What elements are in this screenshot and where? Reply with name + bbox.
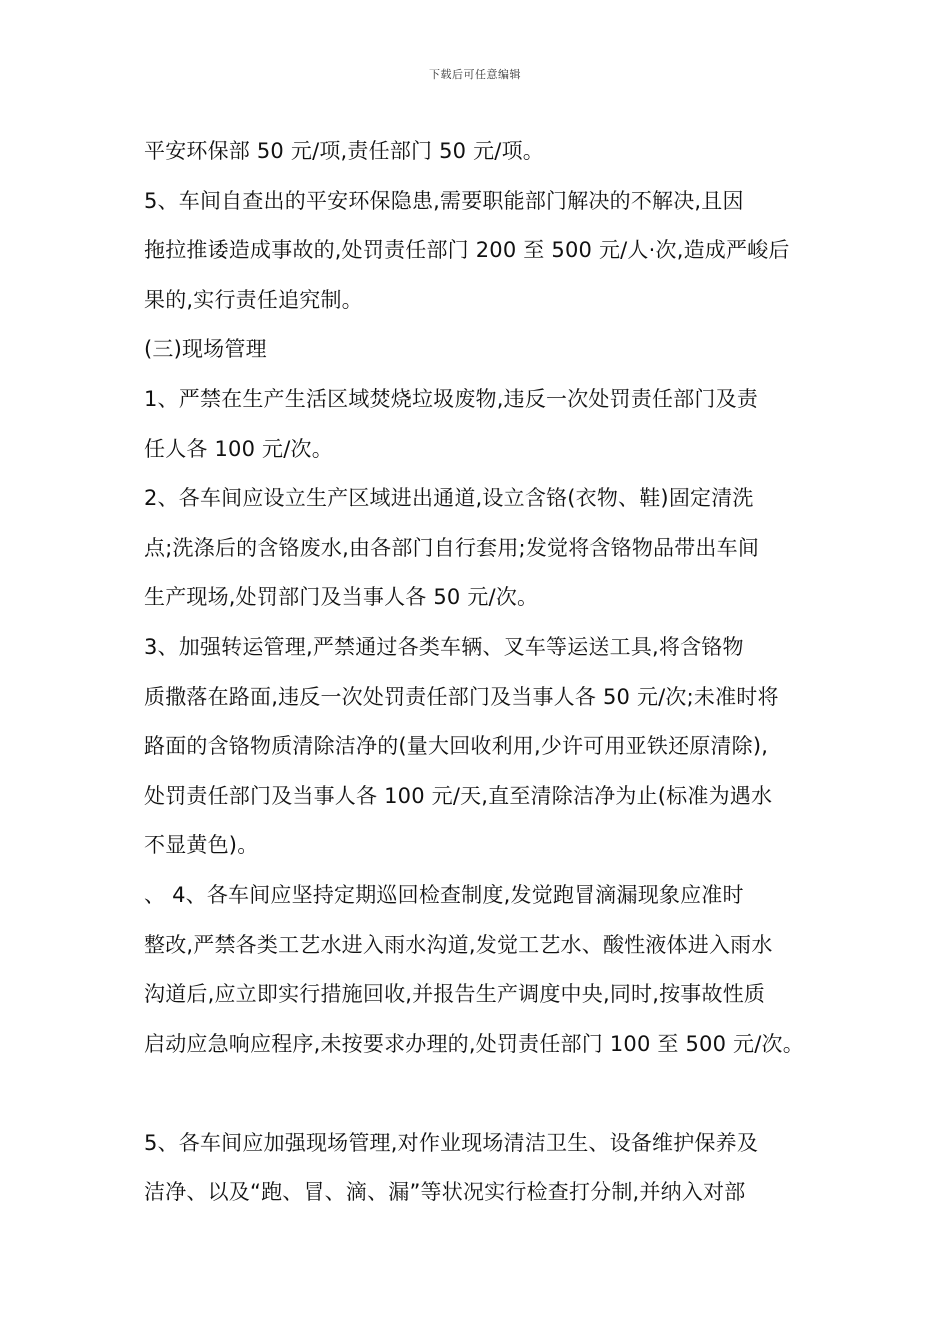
text-line: 3、加强转运管理,严禁通过各类车辆、叉车等运送工具,将含铬物 xyxy=(144,634,744,659)
text-line: 洁净、以及“跑、冒、滴、漏”等状况实行检查打分制,并纳入对部 xyxy=(144,1180,746,1205)
blank-line xyxy=(144,1069,814,1119)
text-line: 5、车间自查出的平安环保隐患,需要职能部门解决的不解决,且因 xyxy=(144,188,744,213)
text-line: 平安环保部 50 元/项,责任部门 50 元/项。 xyxy=(144,139,544,163)
text-line: 、 4、各车间应坚持定期巡回检查制度,发觉跑冒滴漏现象应准时 xyxy=(144,882,744,907)
text-line: 沟道后,应立即实行措施回收,并报告生产调度中央,同时,按事故性质 xyxy=(144,982,766,1007)
text-line: 1、严禁在生产生活区域焚烧垃圾废物,违反一次处罚责任部门及责 xyxy=(144,386,759,411)
text-line: 5、各车间应加强现场管理,对作业现场清洁卫生、设备维护保养及 xyxy=(144,1130,759,1155)
text-line: 质撒落在路面,违反一次处罚责任部门及当事人各 50 元/次;未准时将 xyxy=(144,684,779,709)
text-line: 启动应急响应程序,未按要求办理的,处罚责任部门 100 至 500 元/次。 xyxy=(144,1031,804,1056)
section-heading: (三)现场管理 xyxy=(144,337,267,362)
text-line: 拖拉推诿造成事故的,处罚责任部门 200 至 500 元/人·次,造成严峻后 xyxy=(144,238,790,263)
document-body xyxy=(144,127,814,1218)
text-line: 不显黄色)。 xyxy=(144,833,259,858)
text-line: 整改,严禁各类工艺水进入雨水沟道,发觉工艺水、酸性液体进入雨水 xyxy=(144,932,773,957)
text-line: 处罚责任部门及当事人各 100 元/天,直至清除洁净为止(标准为遇水 xyxy=(144,783,773,808)
text-line: 路面的含铬物质清除洁净的(量大回收利用,少许可用亚铁还原清除), xyxy=(144,734,769,759)
text-line: 2、各车间应设立生产区域进出通道,设立含铬(衣物、鞋)固定清洗 xyxy=(144,486,754,511)
text-line: 生产现场,处罚部门及当事人各 50 元/次。 xyxy=(144,585,539,610)
text-line: 点;洗涤后的含铬废水,由各部门自行套用;发觉将含铬物品带出车间 xyxy=(144,535,760,560)
page-header: 下载后可任意编辑 xyxy=(429,68,521,81)
text-line: 果的,实行责任追究制。 xyxy=(144,287,363,312)
text-line: 任人各 100 元/次。 xyxy=(144,436,333,461)
